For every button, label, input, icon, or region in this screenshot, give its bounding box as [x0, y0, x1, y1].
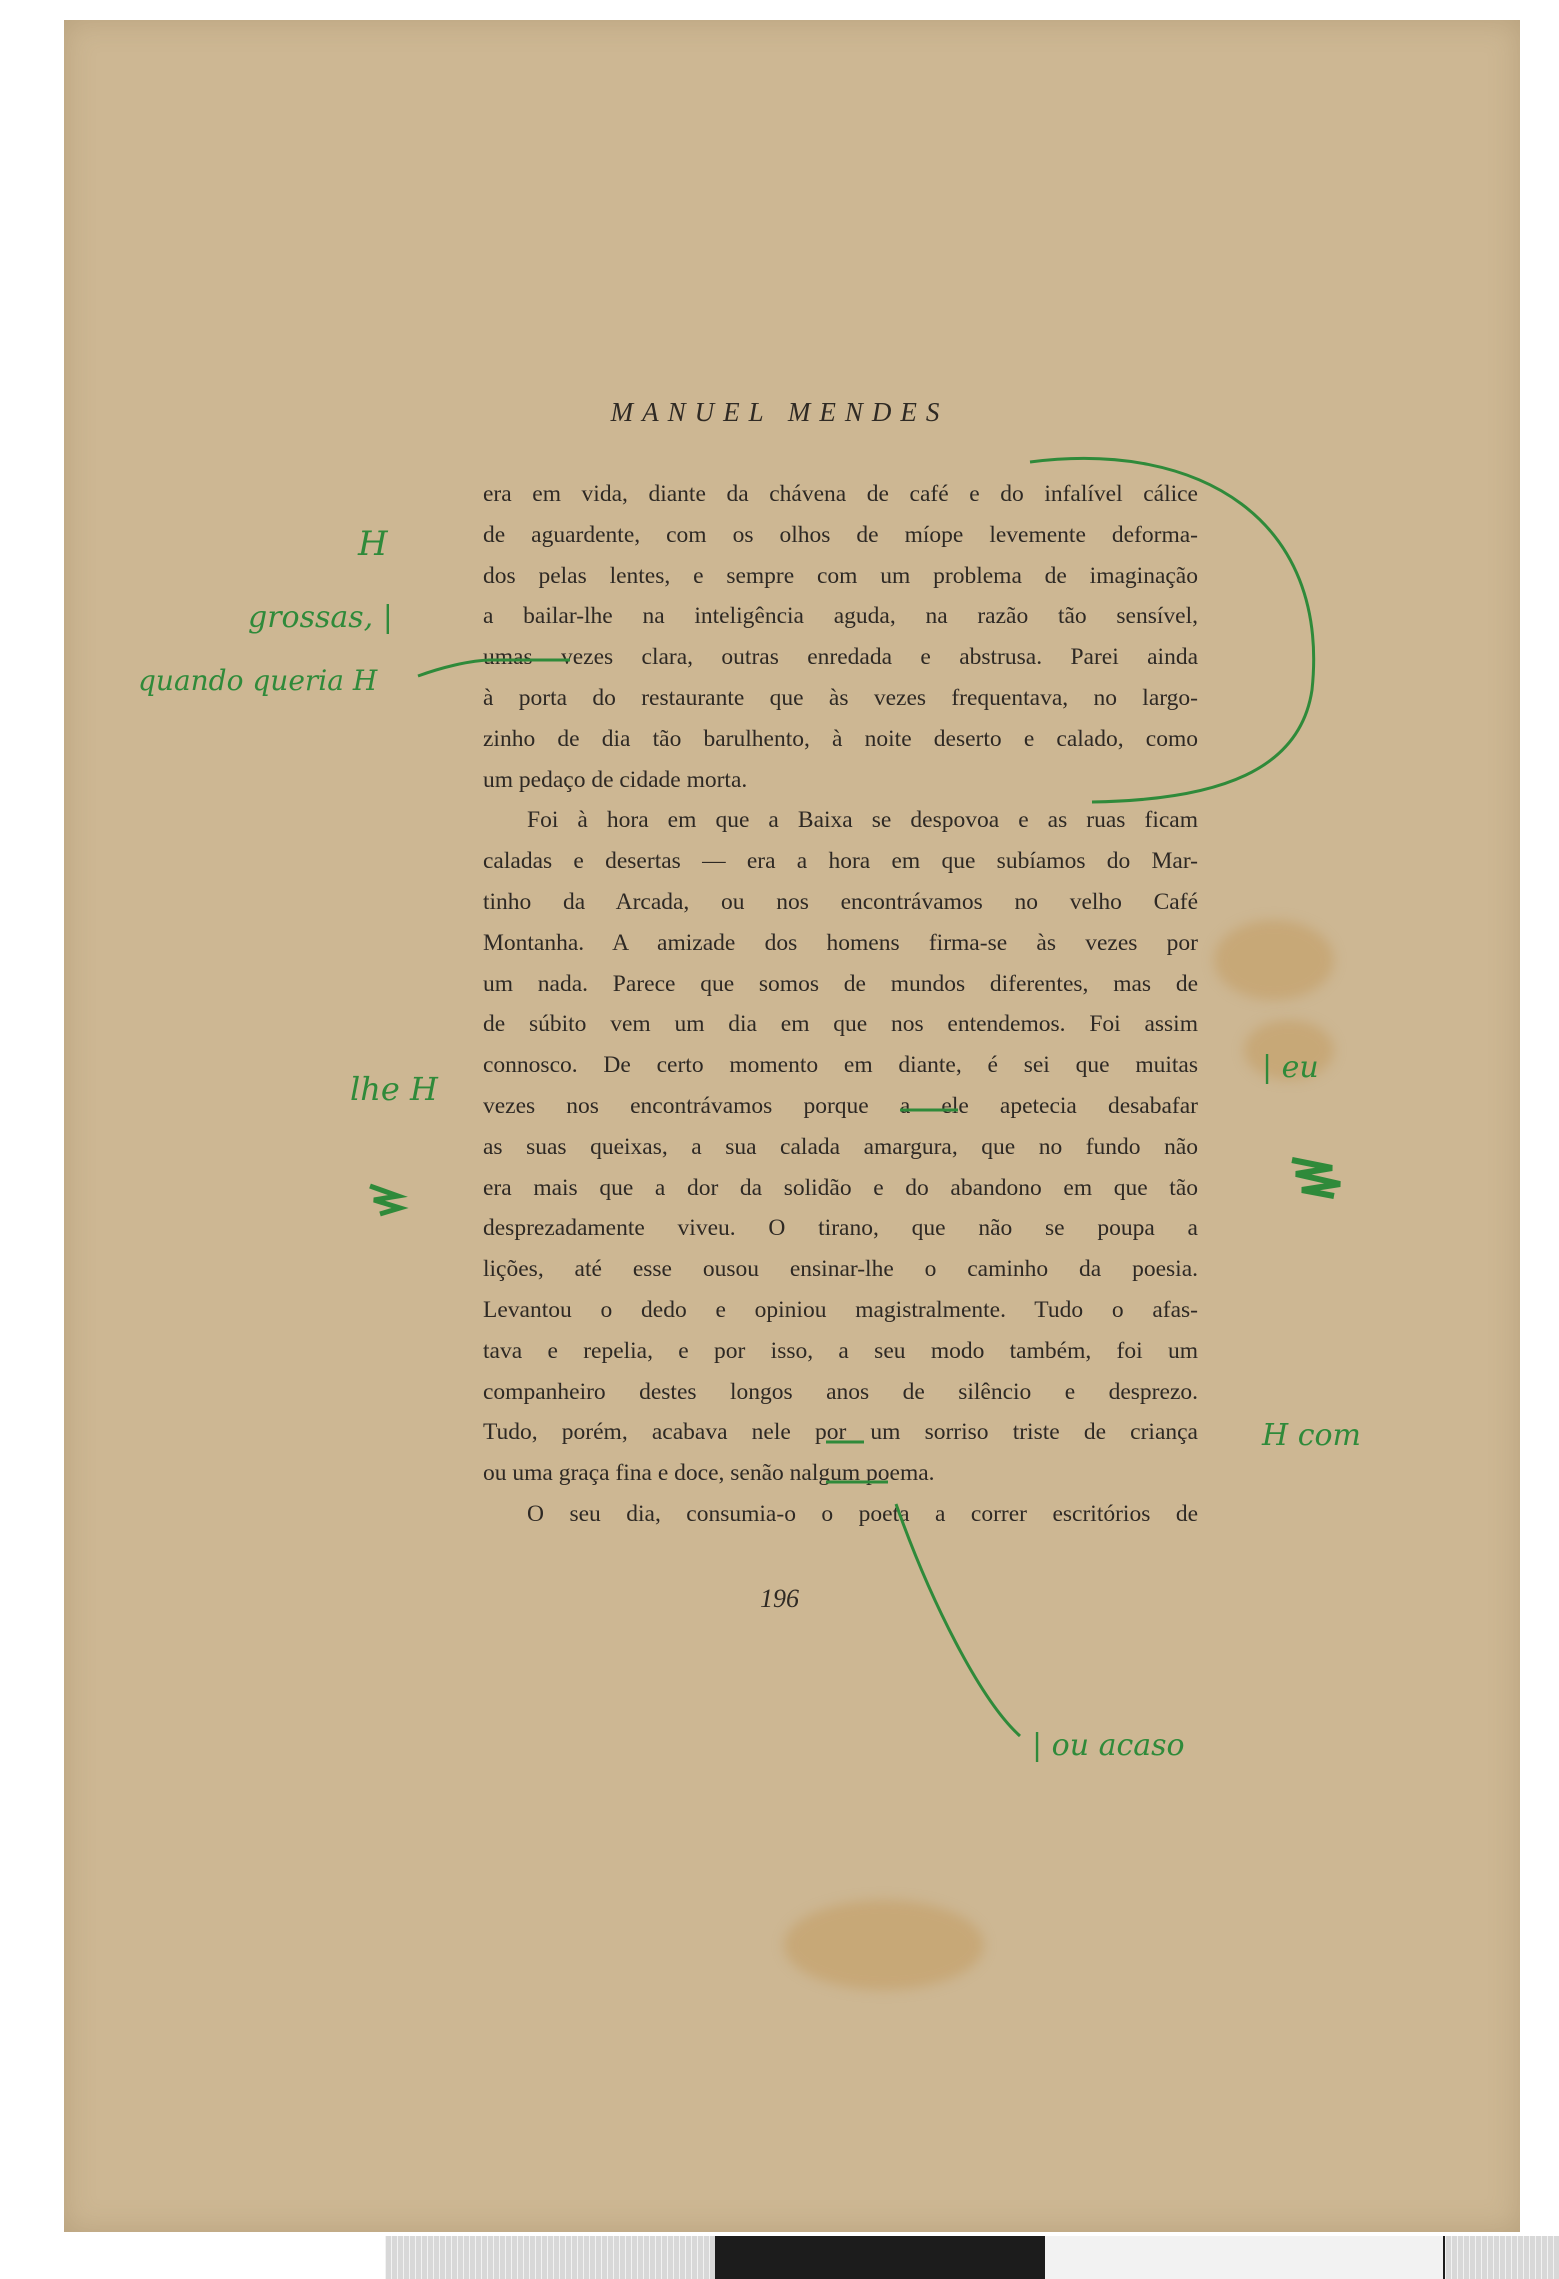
text-line: O seu dia, consumia-o o poeta a correr escritórios de — [527, 1500, 1198, 1527]
text-line: Foi à hora em que a Baixa se despovoa e as ruas ficam — [527, 807, 1198, 834]
text-line: a bailar-lhe na inteligência aguda, na razão tão sensível, — [483, 603, 1198, 630]
text-line: Tudo, porém, acabava nele por um sorriso triste de criança — [483, 1419, 1198, 1446]
stain-mark — [784, 1900, 984, 1990]
text-line: companheiro destes longos anos de silêncio e desprezo. — [483, 1378, 1198, 1405]
text-line: umas vezes clara, outras enredada e abstrusa. Parei ainda — [483, 644, 1198, 671]
margin-note-quando-queria: quando queria H — [138, 664, 378, 697]
ruler-ticks — [1445, 2236, 1559, 2279]
margin-note-grossas: grossas, | — [248, 600, 393, 635]
text-line: era em vida, diante da chávena de café e do infalível cálice — [483, 481, 1198, 507]
text-line: desprezadamente viveu. O tirano, que não se poupa a — [483, 1215, 1198, 1242]
margin-note-eu: | eu — [1262, 1050, 1319, 1085]
margin-note-lhe: lhe H — [350, 1070, 438, 1108]
text-line: tava e repelia, e por isso, a seu modo também, foi um — [483, 1337, 1198, 1364]
ruler-ticks — [385, 2236, 715, 2279]
text-line: ou uma graça fina e doce, senão nalgum poema. — [483, 1460, 935, 1487]
text-line: de súbito vem um dia em que nos entendemos. Foi assim — [483, 1011, 1198, 1038]
margin-mark: H — [358, 524, 388, 564]
margin-note-com: H com — [1262, 1418, 1362, 1453]
text-line: à porta do restaurante que às vezes frequentava, no largo- — [483, 684, 1198, 711]
text-line: Montanha. A amizade dos homens firma-se às vezes por — [483, 929, 1198, 956]
text-line: zinho de dia tão barulhento, à noite deserto e calado, como — [483, 725, 1198, 752]
text-line: um nada. Parece que somos de mundos diferentes, mas de — [483, 970, 1198, 997]
margin-note-ou-acaso: | ou acaso — [1032, 1728, 1185, 1763]
text-line: dos pelas lentes, e sempre com um problema de imaginação — [483, 562, 1198, 589]
text-line: um pedaço de cidade morta. — [483, 766, 748, 793]
text-line: caladas e desertas — era a hora em que subíamos do Mar- — [483, 848, 1198, 875]
text-line: as suas queixas, a sua calada amargura, que no fundo não — [483, 1133, 1198, 1160]
ruler-white-block — [1045, 2236, 1443, 2279]
text-line: Levantou o dedo e opiniou magistralmente. Tudo o afas- — [483, 1296, 1198, 1323]
stain-mark — [1214, 920, 1334, 1000]
text-line: lições, até esse ousou ensinar-lhe o caminho da poesia. — [483, 1256, 1198, 1283]
page-number: 196 — [760, 1584, 799, 1613]
text-line: connosco. De certo momento em diante, é sei que muitas — [483, 1052, 1198, 1079]
text-line: vezes nos encontrávamos porque a ele apetecia desabafar — [483, 1092, 1198, 1119]
scale-ruler — [385, 2236, 1559, 2279]
body-text — [483, 474, 1198, 1535]
running-head: MANUEL MENDES — [610, 397, 949, 427]
text-line: era mais que a dor da solidão e do abandono em que tão — [483, 1174, 1198, 1201]
text-line: tinho da Arcada, ou nos encontrávamos no velho Café — [483, 888, 1198, 915]
text-line: de aguardente, com os olhos de míope levemente deforma- — [483, 521, 1198, 548]
